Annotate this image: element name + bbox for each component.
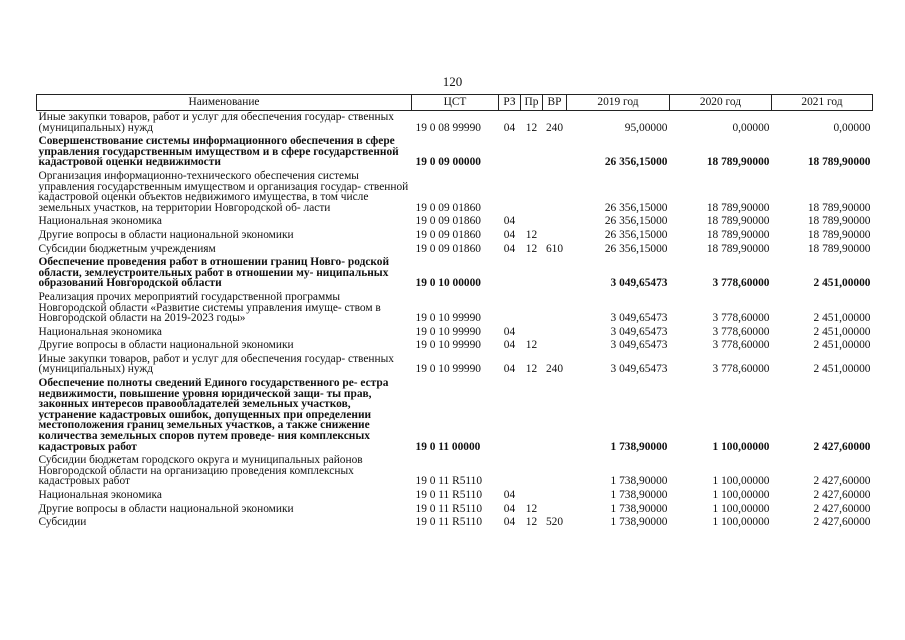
row-2020: 3 778,60000 — [712, 325, 770, 338]
row-name: Обеспечение полноты сведений Единого государственного ре- естра недвижимости, повышение уровня юридической защи- ты прав, законных интересов правообладателей земельных участков, устранение кадастровых ошибок, допущенных при определении местоположения границ земельных участков, а также снижение количества земельных споров путем проведе- ния комплексных кадастровых работ — [38, 377, 389, 453]
row-pr: 12 — [525, 339, 538, 352]
header-2020: 2020 год — [670, 95, 772, 111]
row-cst: 19 0 08 99990 — [415, 121, 481, 134]
row-pr: 12 — [525, 502, 538, 515]
row-2020: 18 789,90000 — [706, 228, 770, 241]
row-vr — [543, 377, 567, 454]
row-vr — [543, 291, 567, 326]
row-2019: 3 049,65473 — [610, 339, 668, 352]
table-row — [37, 377, 873, 454]
table-row — [37, 229, 873, 243]
row-rz: 04 — [503, 228, 516, 241]
row-pr — [521, 377, 543, 454]
row-2019: 1 738,90000 — [610, 475, 668, 488]
row-name: Национальная экономика — [38, 215, 162, 228]
row-rz: 04 — [503, 242, 516, 255]
row-name: Национальная экономика — [38, 325, 162, 338]
row-cst: 19 0 09 01860 — [415, 242, 481, 255]
row-cst: 19 0 10 99990 — [415, 325, 481, 338]
row-2019: 26 356,15000 — [604, 228, 668, 241]
row-2021: 18 789,90000 — [807, 156, 871, 169]
row-rz: 04 — [503, 339, 516, 352]
row-vr — [543, 170, 567, 215]
row-rz — [499, 135, 521, 170]
row-cst: 19 0 10 00000 — [415, 277, 481, 290]
row-pr — [521, 454, 543, 489]
table-row — [37, 503, 873, 517]
table-row — [37, 170, 873, 215]
row-pr: 12 — [525, 228, 538, 241]
row-cst: 19 0 09 01860 — [415, 228, 481, 241]
row-rz — [499, 291, 521, 326]
row-name: Реализация прочих мероприятий государственной программы Новгородской области «Развитие системы управления имуще- ством в Новгородской области на 2019-2023 годы» — [38, 290, 381, 325]
row-rz: 04 — [503, 363, 516, 376]
header-2019: 2019 год — [567, 95, 670, 111]
row-2021: 2 451,00000 — [813, 339, 871, 352]
table-row — [37, 215, 873, 229]
row-rz — [499, 454, 521, 489]
row-pr — [521, 291, 543, 326]
row-2021: 18 789,90000 — [807, 215, 871, 228]
row-2021: 2 451,00000 — [813, 277, 871, 290]
row-name: Организация информационно-технического обеспечения системы управления государственным имуществом и организация государ- ственной кадастровой оценки объектов недвижимого имущества, в том числе земельных участков, на территории Новгородской об- ласти — [38, 169, 409, 214]
row-pr — [521, 215, 543, 229]
header-vr: ВР — [543, 95, 567, 111]
row-vr — [543, 503, 567, 517]
table-header-row — [37, 95, 873, 111]
row-pr — [521, 135, 543, 170]
row-2020: 18 789,90000 — [706, 156, 770, 169]
row-cst: 19 0 11 R5110 — [415, 502, 483, 515]
row-cst: 19 0 10 99990 — [415, 339, 481, 352]
row-cst: 19 0 10 99990 — [415, 312, 481, 325]
header-2021: 2021 год — [772, 95, 873, 111]
table-body — [37, 111, 873, 530]
row-name: Другие вопросы в области национальной экономики — [38, 228, 294, 241]
row-2021: 18 789,90000 — [807, 201, 871, 214]
header-name: Наименование — [37, 95, 412, 111]
row-name: Другие вопросы в области национальной экономики — [38, 339, 294, 352]
table-row — [37, 489, 873, 503]
row-2019: 26 356,15000 — [604, 156, 668, 169]
row-cst: 19 0 11 R5110 — [415, 475, 483, 488]
table-row — [37, 291, 873, 326]
row-2020: 3 778,60000 — [712, 312, 770, 325]
row-name: Обеспечение проведения работ в отношении границ Новго- родской области, землеустроительных работ в отношении му- ниципальных образований Новгородской области — [38, 256, 390, 290]
row-2020: 1 100,00000 — [712, 489, 770, 501]
row-vr — [543, 339, 567, 353]
row-2020: 18 789,90000 — [706, 242, 770, 255]
row-name: Другие вопросы в области национальной экономики — [38, 502, 294, 515]
header-cst: ЦСТ — [412, 95, 499, 111]
row-pr: 12 — [525, 242, 538, 255]
row-2021: 2 427,60000 — [813, 516, 871, 529]
row-2021: 2 451,00000 — [813, 363, 871, 376]
row-vr — [543, 326, 567, 340]
table-row — [37, 111, 873, 136]
row-2021: 18 789,90000 — [807, 228, 871, 241]
row-rz: 04 — [503, 215, 516, 228]
row-name: Иные закупки товаров, работ и услуг для обеспечения государ- ственных (муниципальных) нужд — [38, 111, 394, 134]
row-vr — [543, 489, 567, 503]
table-row — [37, 256, 873, 291]
row-pr — [521, 256, 543, 291]
row-2021: 2 427,60000 — [813, 489, 871, 501]
row-pr: 12 — [525, 516, 538, 529]
row-2020: 18 789,90000 — [706, 201, 770, 214]
table-row — [37, 135, 873, 170]
row-2020: 3 778,60000 — [712, 339, 770, 352]
row-rz: 04 — [503, 489, 516, 501]
row-2019: 1 738,90000 — [610, 516, 668, 529]
row-cst: 19 0 11 R5110 — [415, 516, 483, 529]
row-pr — [521, 326, 543, 340]
row-2019: 1 738,90000 — [610, 440, 668, 453]
row-2020: 3 778,60000 — [712, 277, 770, 290]
table-row — [37, 326, 873, 340]
table-row — [37, 454, 873, 489]
row-vr — [543, 454, 567, 489]
table-row — [37, 516, 873, 530]
row-cst: 19 0 11 R5110 — [415, 489, 483, 501]
row-cst: 19 0 10 99990 — [415, 363, 481, 376]
row-2020: 1 100,00000 — [712, 502, 770, 515]
row-name: Субсидии бюджетным учреждениям — [38, 242, 216, 255]
row-2020: 0,00000 — [732, 121, 770, 134]
row-2021: 2 427,60000 — [813, 475, 871, 488]
row-vr: 610 — [545, 242, 564, 255]
row-2019: 1 738,90000 — [610, 502, 668, 515]
row-name: Субсидии бюджетам городского округа и муниципальных районов Новгородской области на организацию проведения комплексных кадастровых работ — [38, 454, 363, 488]
row-2021: 0,00000 — [833, 121, 871, 134]
row-vr: 240 — [545, 121, 564, 134]
page-number: 120 — [442, 74, 463, 89]
table-row — [37, 353, 873, 377]
table-row — [37, 339, 873, 353]
row-2019: 1 738,90000 — [610, 489, 668, 501]
row-2021: 18 789,90000 — [807, 242, 871, 255]
row-2020: 1 100,00000 — [712, 516, 770, 529]
row-2021: 2 427,60000 — [813, 440, 871, 453]
row-2020: 1 100,00000 — [712, 475, 770, 488]
row-name: Совершенствование системы информационного обеспечения в сфере управления государственным имуществом и в сфере государственной кадастровой оценки недвижимости — [38, 135, 399, 169]
table-row — [37, 243, 873, 257]
row-rz — [499, 377, 521, 454]
header-pr: Пр — [521, 95, 543, 111]
row-rz: 04 — [503, 325, 516, 338]
row-vr: 240 — [545, 363, 564, 376]
row-rz: 04 — [503, 121, 516, 134]
row-cst: 19 0 11 00000 — [415, 440, 481, 453]
row-2019: 3 049,65473 — [610, 363, 668, 376]
row-vr — [543, 229, 567, 243]
row-rz: 04 — [503, 502, 516, 515]
row-2021: 2 451,00000 — [813, 325, 871, 338]
row-pr — [521, 170, 543, 215]
row-2021: 2 427,60000 — [813, 502, 871, 515]
row-cst: 19 0 09 01860 — [415, 215, 481, 228]
row-rz: 04 — [503, 516, 516, 529]
row-2020: 1 100,00000 — [712, 440, 770, 453]
row-rz — [499, 256, 521, 291]
row-2019: 95,00000 — [624, 121, 668, 134]
row-2020: 18 789,90000 — [706, 215, 770, 228]
row-vr — [543, 256, 567, 291]
row-pr: 12 — [525, 121, 538, 134]
row-vr — [543, 215, 567, 229]
row-2019: 26 356,15000 — [604, 242, 668, 255]
row-pr — [521, 489, 543, 503]
row-rz — [499, 170, 521, 215]
row-vr — [543, 135, 567, 170]
budget-table — [36, 94, 873, 530]
row-2021: 2 451,00000 — [813, 312, 871, 325]
row-name: Иные закупки товаров, работ и услуг для обеспечения государ- ственных (муниципальных) нужд — [38, 352, 394, 376]
row-2019: 3 049,65473 — [610, 277, 668, 290]
row-2019: 3 049,65473 — [610, 312, 668, 325]
row-vr: 520 — [545, 516, 564, 529]
row-cst: 19 0 09 00000 — [415, 156, 481, 169]
row-2019: 3 049,65473 — [610, 325, 668, 338]
row-name: Субсидии — [38, 516, 87, 529]
row-pr: 12 — [525, 363, 538, 376]
row-2020: 3 778,60000 — [712, 363, 770, 376]
row-2019: 26 356,15000 — [604, 215, 668, 228]
row-cst: 19 0 09 01860 — [415, 201, 481, 214]
row-2019: 26 356,15000 — [604, 201, 668, 214]
row-name: Национальная экономика — [38, 489, 162, 501]
header-rz: РЗ — [499, 95, 521, 111]
